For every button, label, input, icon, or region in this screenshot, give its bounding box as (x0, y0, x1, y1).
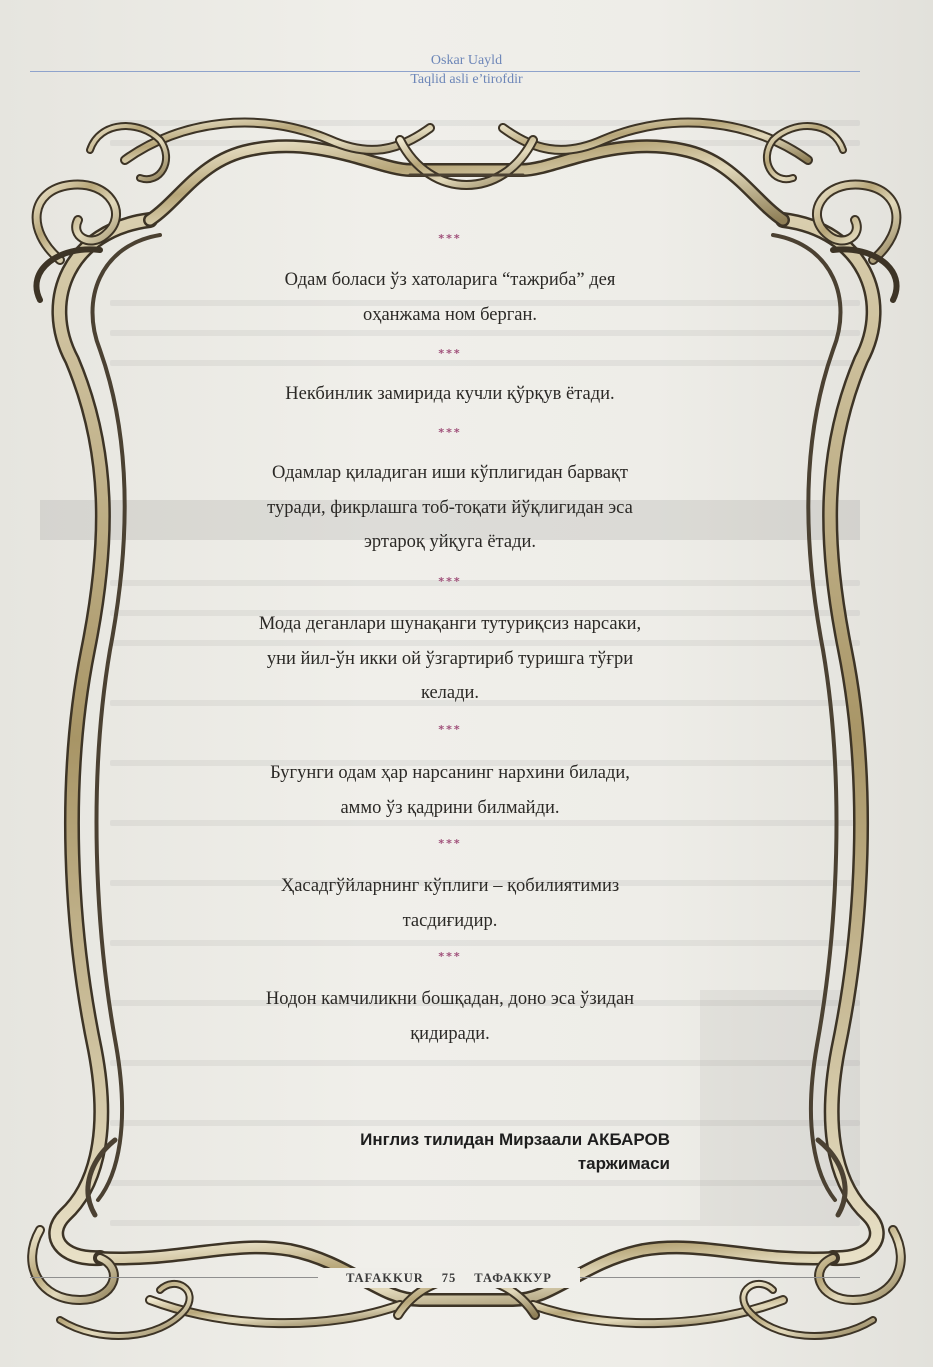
aphorism-line: Одамлар қиладиган иши кўплигидан барвақт (272, 463, 628, 483)
page-footer (318, 1268, 580, 1288)
aphorism-3 (190, 456, 710, 560)
translator-credit (360, 1128, 670, 1176)
aphorism-1 (190, 263, 710, 332)
aphorism-2 (190, 377, 710, 412)
header-title: Taqlid asli e’tirofdir (410, 72, 523, 87)
aphorism-5 (190, 756, 710, 825)
aphorism-line: Мода деганлари шунақанги тутуриқсиз нарсаки, (258, 614, 642, 634)
aphorism-line: Одам боласи ўз хатоларига “тажриба” дея (284, 270, 616, 290)
aphorism-7 (190, 982, 710, 1051)
header-author: Oskar Uayld (430, 53, 503, 68)
aphorism-line: аммо ўз қадрини билмайди. (340, 797, 560, 818)
separator-stars: *** (438, 575, 462, 588)
aphorism-4 (190, 607, 710, 711)
separator-stars: *** (438, 426, 462, 439)
aphorism-line: келади. (420, 683, 480, 703)
aphorism-line: тасдиғидир. (402, 910, 498, 931)
page-number: 75 (441, 1271, 457, 1285)
aphorism-line: эртароқ уйқуга ётади. (363, 532, 537, 552)
separator-stars: *** (438, 723, 462, 736)
separator-stars: *** (438, 232, 462, 245)
credit-line-2: таржимаси (577, 1154, 670, 1173)
separator-stars: *** (438, 347, 462, 360)
aphorism-line: қидиради. (410, 1023, 490, 1044)
aphorism-line: туради, фикрлашга тоб-тоқати йўқлигидан эса (267, 497, 633, 518)
aphorism-panel (190, 220, 710, 1150)
footer-journal-cyrillic: ТАФАККУР (474, 1271, 552, 1285)
aphorism-line: оҳанжама ном берган. (362, 304, 538, 325)
aphorism-line: Ҳасадгўйларнинг кўплиги – қобилиятимиз (280, 876, 620, 896)
footer-journal-latin: TAFAKKUR (346, 1271, 424, 1285)
aphorism-line: уни йил-ўн икки ой ўзгартириб туришга тўғри (266, 648, 634, 669)
separator-stars: *** (438, 837, 462, 850)
aphorism-line: Некбинлик замирида кучли қўрқув ётади. (285, 384, 615, 404)
aphorism-6 (190, 869, 710, 938)
aphorism-line: Бугунги одам ҳар нарсанинг нархини билади, (270, 763, 630, 783)
aphorism-line: Нодон камчиликни бошқадан, доно эса ўзидан (265, 989, 635, 1009)
separator-stars: *** (438, 950, 462, 963)
credit-line-1: Инглиз тилидан Мирзаали АКБАРОВ (360, 1130, 670, 1149)
